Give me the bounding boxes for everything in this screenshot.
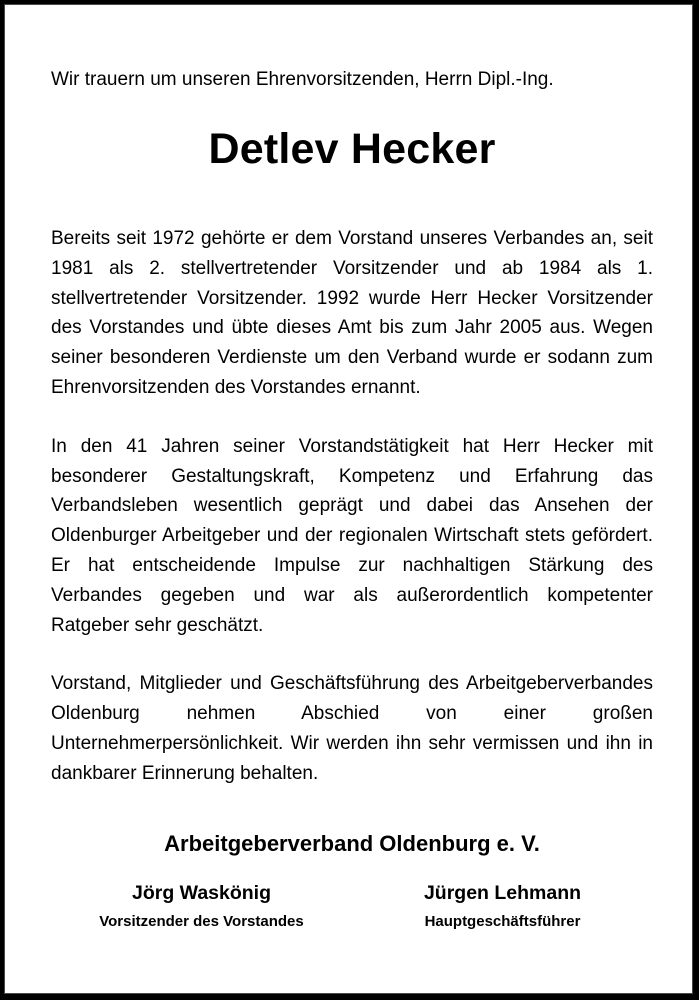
signatory-title: Hauptgeschäftsführer (424, 913, 581, 930)
signatory-column (51, 881, 352, 932)
signatory-title: Vorsitzender des Vorstandes (99, 913, 304, 930)
notice-content (51, 5, 653, 993)
organization-name: Arbeitgeberverband Oldenburg e. V. (164, 831, 540, 856)
body-paragraph: Bereits seit 1972 gehörte er dem Vorstand unseres Verbandes an, seit 1981 als 2. stellvertretender Vorsitzender und ab 1984 als 1. stellvertretender Vorsitzender. 1992 wurde Herr Hecker Vorsitzender des Vorstandes und übte dieses Amt bis zum Jahr 2005 aus. Wegen seiner besonderen Verdienste um den Verband wurde er sodann zum Ehrenvorsitzenden des Vorstandes ernannt. (51, 228, 653, 398)
body-paragraph: In den 41 Jahren seiner Vorstandstätigkeit hat Herr Hecker mit besonderer Gestaltungskraft, Kompetenz und Erfahrung das Verbandsleben wesentlich geprägt und dabei das Ansehen der Oldenburger Arbeitgeber und der regionalen Wirtschaft stets gefördert. Er hat entscheidende Impulse zur nachhaltigen Stärkung des Verbandes gegeben und war als außerordentlich kompetenter Ratgeber sehr geschätzt. (51, 435, 653, 636)
signatory-name: Jürgen Lehmann (423, 882, 582, 904)
deceased-name-heading: Detlev Hecker (208, 125, 496, 173)
signatory-name: Jörg Waskönig (131, 882, 272, 904)
body-paragraph: Vorstand, Mitglieder und Geschäftsführung des Arbeitgeberverbandes Oldenburg nehmen Abschied von einer großen Unternehmerpersönlichkeit. Wir werden ihn sehr vermissen und ihn in dankbarer Erinnerung behalten. (51, 673, 653, 784)
mourning-intro-line: Wir trauern um unseren Ehrenvorsitzenden, Herrn Dipl.-Ing. (51, 69, 554, 90)
signature-block (51, 881, 653, 932)
signatory-column (352, 881, 653, 932)
obituary-notice-page (4, 4, 693, 994)
obituary-body (51, 224, 653, 789)
